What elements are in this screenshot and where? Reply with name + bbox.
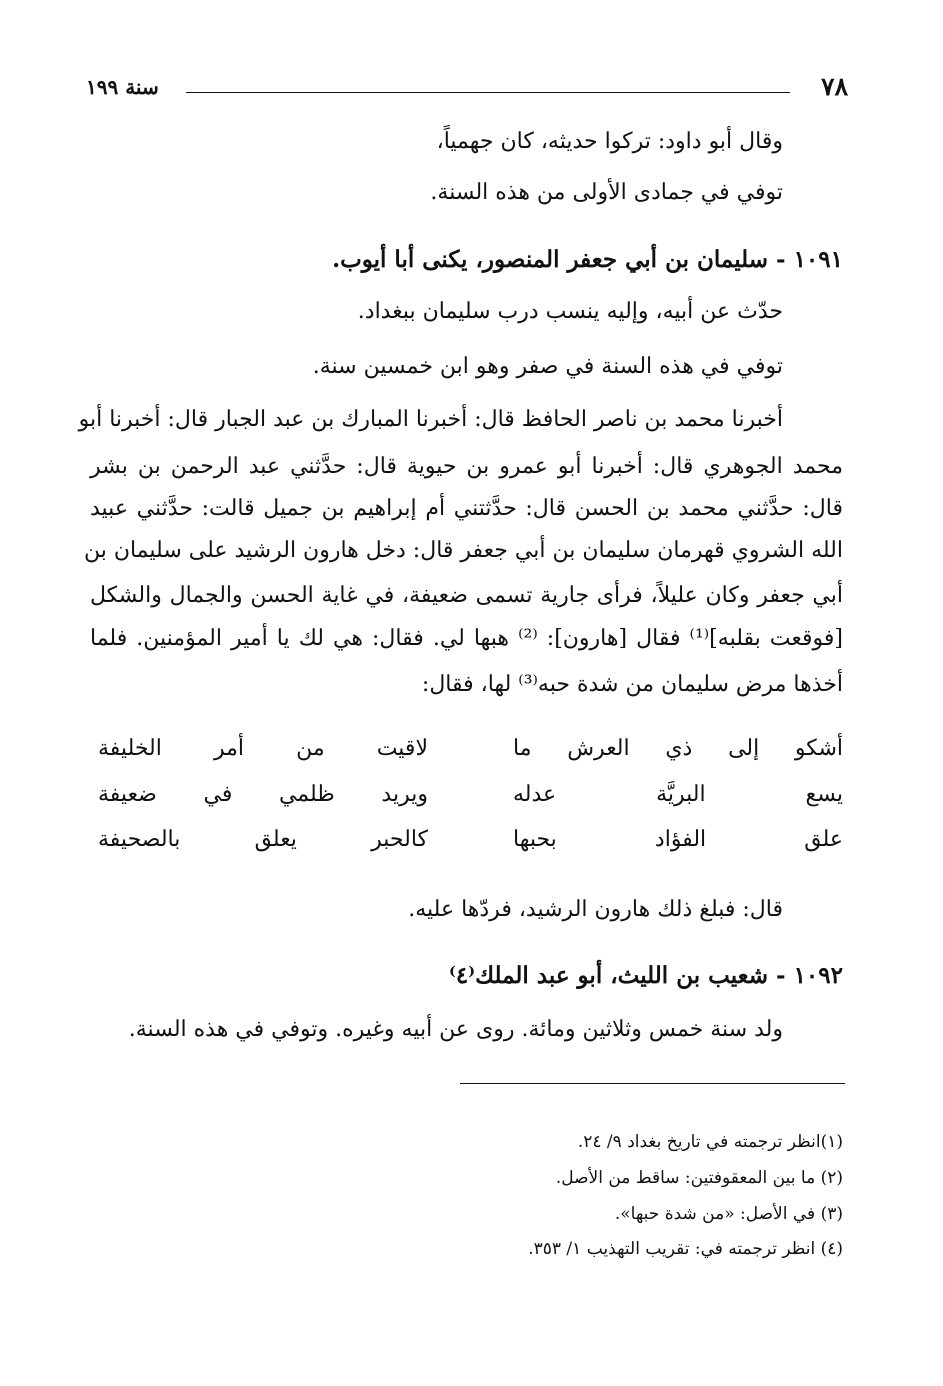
poem-hemistich: ويريد ظلمي في ضعيفة (98, 782, 428, 807)
page-header (86, 72, 848, 102)
isnad-line: أخبرنا محمد بن ناصر الحافظ قال: أخبرنا المبارك بن عبد الجبار قال: أخبرنا أبو (78, 407, 783, 432)
entry-heading-1091: ١٠٩١ - سليمان بن أبي جعفر المنصور، يكنى أبا أيوب. (332, 246, 843, 273)
footnote: (١)انظر ترجمته في تاريخ بغداد ٩/ ٢٤. (577, 1132, 843, 1152)
running-head-year: سنة ١٩٩ (86, 75, 159, 99)
isnad-line: أخذها مرض سليمان من شدة حبه⁽³⁾ لها، فقال: (421, 672, 843, 697)
poem-hemistich: أشكو إلى ذي العرش ما (513, 736, 843, 761)
footnote: (٣) في الأصل: «من شدة حبها». (614, 1204, 843, 1224)
poem-hemistich: علق الفؤاد بحبها (513, 827, 843, 852)
entry-heading-1092: ١٠٩٢ - شعيب بن الليث، أبو عبد الملك⁽٤⁾ (449, 962, 843, 989)
poem-hemistich: لاقيت من أمر الخليفة (98, 736, 428, 761)
isnad-line: [فوقعت بقلبه]⁽¹⁾ فقال [هارون]: ⁽²⁾ هبها لي. فقال: هي لك يا أمير المؤمنين. فلما (90, 626, 844, 651)
isnad-line: محمد الجوهري قال: أخبرنا أبو عمرو بن حيوية قال: حدَّثني عبد الرحمن بن بشر (90, 454, 843, 479)
isnad-line: قال: حدَّثني محمد بن الحسن قال: حدَّثتني أم إبراهيم بن جميل قالت: حدَّثني عبيد (90, 496, 843, 521)
text-line: توفي في هذه السنة في صفر وهو ابن خمسين سنة. (312, 354, 783, 379)
isnad-line: الله الشروي قهرمان سليمان بن أبي جعفر قال: دخل هارون الرشيد على سليمان بن (83, 538, 843, 563)
page-number: ٧٨ (821, 72, 848, 101)
text-line: قال: فبلغ ذلك هارون الرشيد، فردّها عليه. (408, 897, 783, 922)
text-line: توفي في جمادى الأولى من هذه السنة. (430, 180, 783, 205)
footnote: (٤) انظر ترجمته في: تقريب التهذيب ١/ ٣٥٣. (528, 1239, 843, 1259)
text-line: وقال أبو داود: تركوا حديثه، كان جهمياً، (436, 129, 783, 154)
footnote: (٢) ما بين المعقوفتين: ساقط من الأصل. (555, 1168, 843, 1188)
header-rule (186, 92, 790, 93)
text-line: ولد سنة خمس وثلاثين ومائة. روى عن أبيه وغيره. وتوفي في هذه السنة. (128, 1017, 783, 1042)
poem-hemistich: يسع البريَّة عدله (513, 782, 843, 807)
poem-verse (98, 823, 843, 857)
poem-hemistich: كالحبر يعلق بالصحيفة (98, 827, 428, 852)
isnad-line: أبي جعفر وكان عليلاً، فرأى جارية تسمى ضعيفة، في غاية الحسن والجمال والشكل (90, 583, 843, 608)
footnote-rule (460, 1083, 845, 1084)
poem-verse (98, 732, 843, 766)
poem-verse (98, 778, 843, 812)
text-line: حدّث عن أبيه، وإليه ينسب درب سليمان ببغداد. (357, 299, 783, 324)
